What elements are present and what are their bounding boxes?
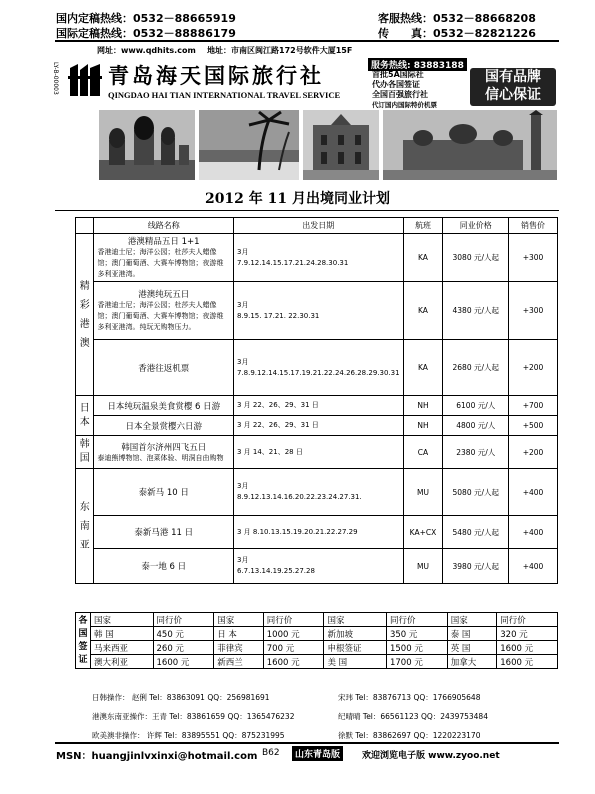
company-tags (372, 70, 467, 110)
visa-country: 申根签证 (324, 641, 387, 655)
photo-ruins-facade (303, 110, 379, 180)
fax-line: 传 真：0532－82821226 (378, 27, 536, 40)
website: 网址：www.qdhits.com (97, 46, 196, 55)
table-header: 线路名称 (94, 218, 234, 234)
visa-country: 日 本 (214, 627, 264, 641)
route-flight: KA+CX (403, 516, 443, 549)
table-row (76, 549, 558, 584)
route-price: 3080 元/人起 (443, 234, 509, 282)
route-desc: 香港迪士尼；海洋公园；杜莎夫人蜡像馆；澳门葡萄酒、大赛车博物馆；夜游维多利亚港湾。纯玩无购物压力。 (97, 301, 224, 331)
contact-line: 日韩操作： 赵俐 Tel：83863091 QQ：256981691 (92, 693, 270, 702)
route-price: 4800 元/人 (443, 416, 509, 436)
visa-price: 1600 元 (153, 655, 214, 669)
route-sale: +400 (509, 516, 558, 549)
visa-header-row (76, 613, 558, 627)
visa-header: 国家 (91, 613, 154, 627)
company-tag: 首批5A国际社 (372, 70, 424, 79)
route-flight: NH (403, 416, 443, 436)
table-row (76, 469, 558, 516)
visa-header: 国家 (447, 613, 497, 627)
visa-table (75, 612, 558, 669)
route-sale: +200 (509, 436, 558, 469)
route-cell (94, 282, 234, 340)
visa-country: 澳大利亚 (91, 655, 154, 669)
route-dates: 3月 7.8.9.12.14.15.17.19.21.22.24.26.28.29.30.31 (234, 340, 404, 396)
visa-price: 700 元 (263, 641, 324, 655)
contact-line: 纪晴晴 Tel：66561123 QQ：2439753484 (338, 712, 488, 721)
route-dates: 3月 6.7.13.14.19.25.27.28 (234, 549, 404, 584)
table-row (76, 416, 558, 436)
region-sea: 东南亚 (76, 469, 94, 584)
route-price: 3980 元/人起 (443, 549, 509, 584)
route-sale: +200 (509, 340, 558, 396)
visa-price: 450 元 (153, 627, 214, 641)
route-sale: +700 (509, 396, 558, 416)
route-sale: +500 (509, 416, 558, 436)
service-hotline: 客服热线：0532－88668208 (378, 12, 536, 25)
region-hkmacau: 精彩港澳 (76, 234, 94, 396)
route-sale: +400 (509, 549, 558, 584)
route-flight: KA (403, 340, 443, 396)
phone-badge: 服务热线: 83883188 (368, 58, 467, 71)
table-header-row (76, 218, 558, 234)
visa-price: 1600 元 (497, 641, 558, 655)
visa-header: 国家 (214, 613, 264, 627)
domestic-hotline: 国内定稿热线：0532－88665919 (56, 12, 236, 25)
table-row (76, 516, 558, 549)
contact-line: 徐默 Tel：83862697 QQ：1220223170 (338, 731, 481, 740)
footer-welcome: 欢迎浏览电子版 www.zyoo.net (362, 751, 500, 761)
photo-beach-palms (199, 110, 299, 180)
region-japan: 日本 (76, 396, 94, 436)
route-name: 香港往返机票 (94, 340, 234, 396)
route-price: 5480 元/人起 (443, 516, 509, 549)
visa-row (76, 655, 558, 669)
company-tag: 代办各国签证 (372, 80, 420, 89)
company-name-en: QINGDAO HAI TIAN INTERNATIONAL TRAVEL SERVICE (108, 90, 341, 100)
route-sale: +300 (509, 282, 558, 340)
route-dates: 3 月 22、26、29、31 日 (234, 396, 404, 416)
visa-country: 韩 国 (91, 627, 154, 641)
visa-side-label: 各国签证 (76, 613, 91, 669)
visa-country: 泰 国 (447, 627, 497, 641)
route-name: 日本全景赏樱六日游 (94, 416, 234, 436)
route-name: 泰新马港 11 日 (94, 516, 234, 549)
company-logo (66, 60, 106, 100)
table-header-region (76, 218, 94, 234)
region-korea: 韩国 (76, 436, 94, 469)
visa-price: 1600 元 (263, 655, 324, 669)
visa-header: 国家 (324, 613, 387, 627)
route-dates: 3 月 14、21、28 日 (234, 436, 404, 469)
table-header: 航班 (403, 218, 443, 234)
visa-country: 美 国 (324, 655, 387, 669)
table-row (76, 340, 558, 396)
contacts-right (338, 688, 488, 745)
trust-badge (470, 68, 556, 106)
visa-country: 新西兰 (214, 655, 264, 669)
route-sale: +300 (509, 234, 558, 282)
route-name: 韩国首尔济州四飞五日 (121, 442, 207, 453)
international-hotline: 国际定稿热线：0532－88886179 (56, 27, 236, 40)
route-dates: 3月 8.9.15. 17.21. 22.30.31 (234, 282, 404, 340)
contacts-left (92, 688, 294, 745)
visa-price: 1600 元 (497, 655, 558, 669)
visa-price: 1700 元 (386, 655, 447, 669)
route-flight: MU (403, 549, 443, 584)
route-name: 泰一地 6 日 (94, 549, 234, 584)
header-divider (55, 40, 559, 42)
route-desc: 香港迪士尼；海洋公园；杜莎夫人蜡像馆；澳门葡萄酒、大赛车博物馆；夜游维多利亚港湾。 (97, 248, 224, 278)
badge-line: 国有品牌 (485, 69, 541, 85)
table-row (76, 282, 558, 340)
route-price: 5080 元/人起 (443, 469, 509, 516)
route-cell (94, 234, 234, 282)
route-dates: 3月 8.9.12.13.14.16.20.22.23.24.27.31. (234, 469, 404, 516)
visa-header: 同行价 (263, 613, 324, 627)
company-name-cn: 青岛海天国际旅行社 (108, 63, 324, 88)
route-name: 泰新马 10 日 (94, 469, 234, 516)
visa-country: 加拿大 (447, 655, 497, 669)
company-tag: 代订国内国际特价机票 (372, 101, 437, 109)
route-dates: 3 月 8.10.13.15.19.20.21.22.27.29 (234, 516, 404, 549)
title-divider (55, 210, 559, 211)
visa-header: 同行价 (497, 613, 558, 627)
table-header: 同业价格 (443, 218, 509, 234)
route-flight: KA (403, 234, 443, 282)
route-name: 港澳纯玩五日 (138, 290, 190, 300)
route-flight: KA (403, 282, 443, 340)
table-row (76, 436, 558, 469)
route-price: 2380 元/人 (443, 436, 509, 469)
route-flight: CA (403, 436, 443, 469)
contact-line: 欧美澳非操作： 许辉 Tel：83895551 QQ：875231995 (92, 731, 285, 740)
badge-line: 信心保证 (485, 87, 541, 103)
table-row (76, 396, 558, 416)
footer-divider (55, 742, 559, 744)
photo-moscow-church (99, 110, 195, 180)
route-flight: NH (403, 396, 443, 416)
route-sale: +400 (509, 469, 558, 516)
vertical-code: LY-B-00003 (52, 62, 59, 95)
route-name: 港澳精品五日 1+1 (127, 237, 200, 247)
route-desc: 泰迪熊博物馆、泡菜体验、明洞自由购物 (97, 453, 224, 462)
visa-header: 同行价 (153, 613, 214, 627)
page-number: B62 (262, 748, 280, 758)
visa-price: 350 元 (386, 627, 447, 641)
route-name: 日本纯玩温泉美食赏樱 6 日游 (94, 396, 234, 416)
visa-country: 新加坡 (324, 627, 387, 641)
page-title: 2012 年 11 月出境同业计划 (204, 191, 391, 207)
route-dates: 3 月 22、26、29、31 日 (234, 416, 404, 436)
route-price: 6100 元/人 (443, 396, 509, 416)
tour-table (75, 217, 558, 584)
contact-line: 宋玮 Tel：83876713 QQ：1766905648 (338, 693, 481, 702)
table-header: 销售价 (509, 218, 558, 234)
visa-price: 1500 元 (386, 641, 447, 655)
route-cell (94, 436, 234, 469)
visa-header: 同行价 (386, 613, 447, 627)
route-price: 4380 元/人起 (443, 282, 509, 340)
address: 地址：市南区闽江路172号软件大厦15F (207, 46, 353, 55)
contact-line: 港澳东南亚操作：王青 Tel：83861659 QQ：1365476232 (92, 712, 295, 721)
visa-country: 马来西亚 (91, 641, 154, 655)
route-flight: MU (403, 469, 443, 516)
photo-venice-basilica (383, 110, 557, 180)
table-header: 出发日期 (234, 218, 404, 234)
visa-price: 320 元 (497, 627, 558, 641)
visa-row (76, 627, 558, 641)
footer-msn: MSN：huangjinlvxinxi@hotmail.com (56, 751, 258, 762)
company-tag: 全国百强旅行社 (372, 90, 428, 99)
route-price: 2680 元/人起 (443, 340, 509, 396)
visa-price: 260 元 (153, 641, 214, 655)
visa-row (76, 641, 558, 655)
visa-price: 1000 元 (263, 627, 324, 641)
visa-country: 菲律宾 (214, 641, 264, 655)
visa-country: 英 国 (447, 641, 497, 655)
route-dates: 3月 7.9.12.14.15.17.21.24.28.30.31 (234, 234, 404, 282)
edition-badge: 山东青岛版 (292, 746, 343, 761)
table-row (76, 234, 558, 282)
